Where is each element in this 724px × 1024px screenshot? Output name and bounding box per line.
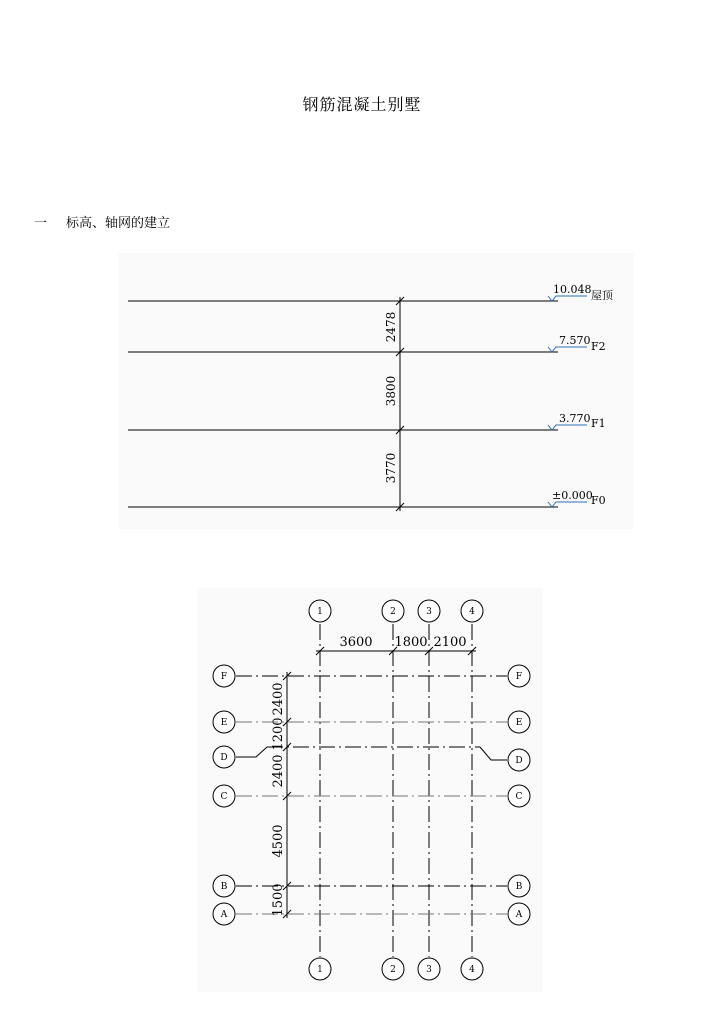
dimension-3600: 3600 <box>339 635 373 650</box>
dimension-3800: 3800 <box>384 375 398 407</box>
dimension-2400-mid: 2400 <box>271 754 286 788</box>
elevation-f2: 7.570 <box>559 334 591 347</box>
axis-label-a-right: A <box>515 910 523 920</box>
axis-label-1-top: 1 <box>317 607 323 617</box>
dimension-1200: 1200 <box>271 717 286 751</box>
dimension-2100: 2100 <box>433 635 467 650</box>
axis-label-2-top: 2 <box>390 607 396 617</box>
elevation-f1: 3.770 <box>559 412 591 425</box>
axis-label-f-left: F <box>220 672 228 682</box>
axis-label-c-left: C <box>220 792 228 802</box>
axis-label-4-bottom: 4 <box>469 965 475 975</box>
axis-label-3-top: 3 <box>426 607 432 617</box>
axis-label-d-right: D <box>515 756 523 766</box>
elevation-f0: ±0.000 <box>552 489 593 502</box>
dimension-4500: 4500 <box>271 824 286 858</box>
elevation-roof: 10.048 <box>553 283 592 296</box>
axis-label-e-right: E <box>515 718 523 728</box>
dimension-1500: 1500 <box>271 883 286 917</box>
section-number: 一 <box>34 216 48 231</box>
axis-label-d-left: D <box>220 753 228 763</box>
section-heading <box>34 212 170 231</box>
level-name-roof: 屋顶 <box>591 289 613 302</box>
axis-label-1-bottom: 1 <box>317 965 323 975</box>
axis-label-a-left: A <box>220 910 228 920</box>
axis-label-e-left: E <box>220 718 228 728</box>
section-heading-text: 标高、轴网的建立 <box>66 216 171 231</box>
dimension-3770: 3770 <box>384 452 398 484</box>
dimension-1800: 1800 <box>394 635 428 650</box>
level-name-f2: F2 <box>591 340 606 353</box>
axis-label-b-right: B <box>515 882 523 892</box>
axis-label-c-right: C <box>515 792 523 802</box>
elevation-figure <box>118 253 634 529</box>
axis-label-4-top: 4 <box>469 607 475 617</box>
level-name-f1: F1 <box>591 417 606 430</box>
axis-label-3-bottom: 3 <box>426 965 432 975</box>
axis-grid-figure <box>197 588 543 992</box>
document-title: 钢筋混凝土别墅 <box>302 95 422 114</box>
level-name-f0: F0 <box>591 494 606 507</box>
axis-label-2-bottom: 2 <box>390 965 396 975</box>
axis-label-b-left: B <box>220 882 228 892</box>
axis-label-f-right: F <box>515 672 523 682</box>
dimension-2400-top: 2400 <box>271 682 286 716</box>
dimension-2478: 2478 <box>384 311 398 343</box>
